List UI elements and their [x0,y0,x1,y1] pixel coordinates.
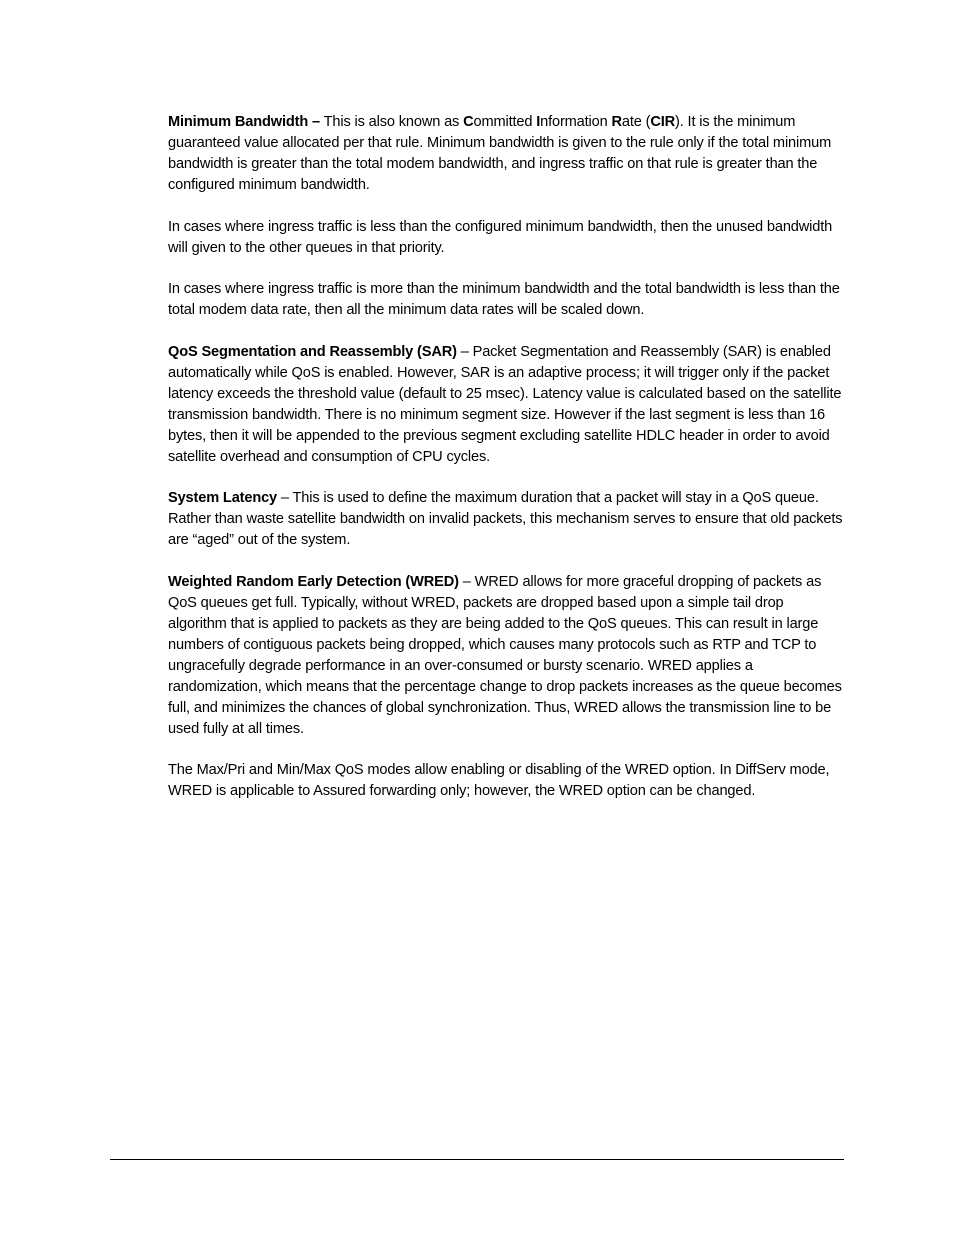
paragraph-wred: Weighted Random Early Detection (WRED) – WRED allows for more graceful dropping of packets as QoS queues get full. Typically, without WRED, packets are dropped based upon a simple tail drop algorithm that is applied to packets as they are being added to the QoS queues. This can result in large numbers of contiguous packets being dropped, which causes many protocols such as RTP and TCP to ungracefully degrade performance in an over-consumed or bursty scenario. WRED applies a randomization, which means that the percentage change to drop packets increases as the queue becomes full, and minimizes the chances of global synchronization. Thus, WRED allows the transmission line to be used fully at all times. [168,573,842,737]
paragraph-ingress-more: In cases where ingress traffic is more than the minimum bandwidth and the total bandwidth is less than the total modem data rate, then all the minimum data rates will be scaled down. [168,281,840,318]
term-qos-sar: QoS Segmentation and Reassembly (SAR) [168,343,457,360]
paragraph-system-latency: System Latency – This is used to define the maximum duration that a packet will stay in a QoS queue. Rather than waste satellite bandwidth on invalid packets, this mechanism serves to ensure that old packets are “aged” out of the system. [168,490,843,548]
paragraph-ingress-less: In cases where ingress traffic is less than the configured minimum bandwidth, then the unused bandwidth will given to the other queues in that priority. [168,218,833,256]
document-body [168,112,844,823]
term-wred: Weighted Random Early Detection (WRED) [168,573,459,590]
footer-divider [110,1159,844,1160]
acronym-cir: CIR [650,114,676,130]
paragraph-qos-sar: QoS Segmentation and Reassembly (SAR) – Packet Segmentation and Reassembly (SAR) is enabled automatically while QoS is enabled. However, SAR is an adaptive process; it will trigger only if the packet latency exceeds the threshold value (default to 25 msec). Latency value is calculated based on the satellite transmission bandwidth. There is no minimum segment size. However if the last segment is less than 16 bytes, then it will be appended to the previous segment excluding satellite HDLC header in order to avoid satellite overhead and consumption of CPU cycles. [168,343,842,465]
paragraph-wred-modes: The Max/Pri and Min/Max QoS modes allow enabling or disabling of the WRED option. In DiffServ mode, WRED is applicable to Assured forwarding only; however, the WRED option can be changed. [168,762,830,799]
paragraph-minimum-bandwidth: Minimum Bandwidth – This is also known as Committed Information Rate (CIR). It is the minimum guaranteed value allocated per that rule. Minimum bandwidth is given to the rule only if the total minimum bandwidth is greater than the total modem bandwidth, and ingress traffic on that rule is greater than the configured minimum bandwidth. [168,114,832,193]
term-minimum-bandwidth: Minimum Bandwidth – [168,114,321,130]
term-system-latency: System Latency [168,490,278,506]
